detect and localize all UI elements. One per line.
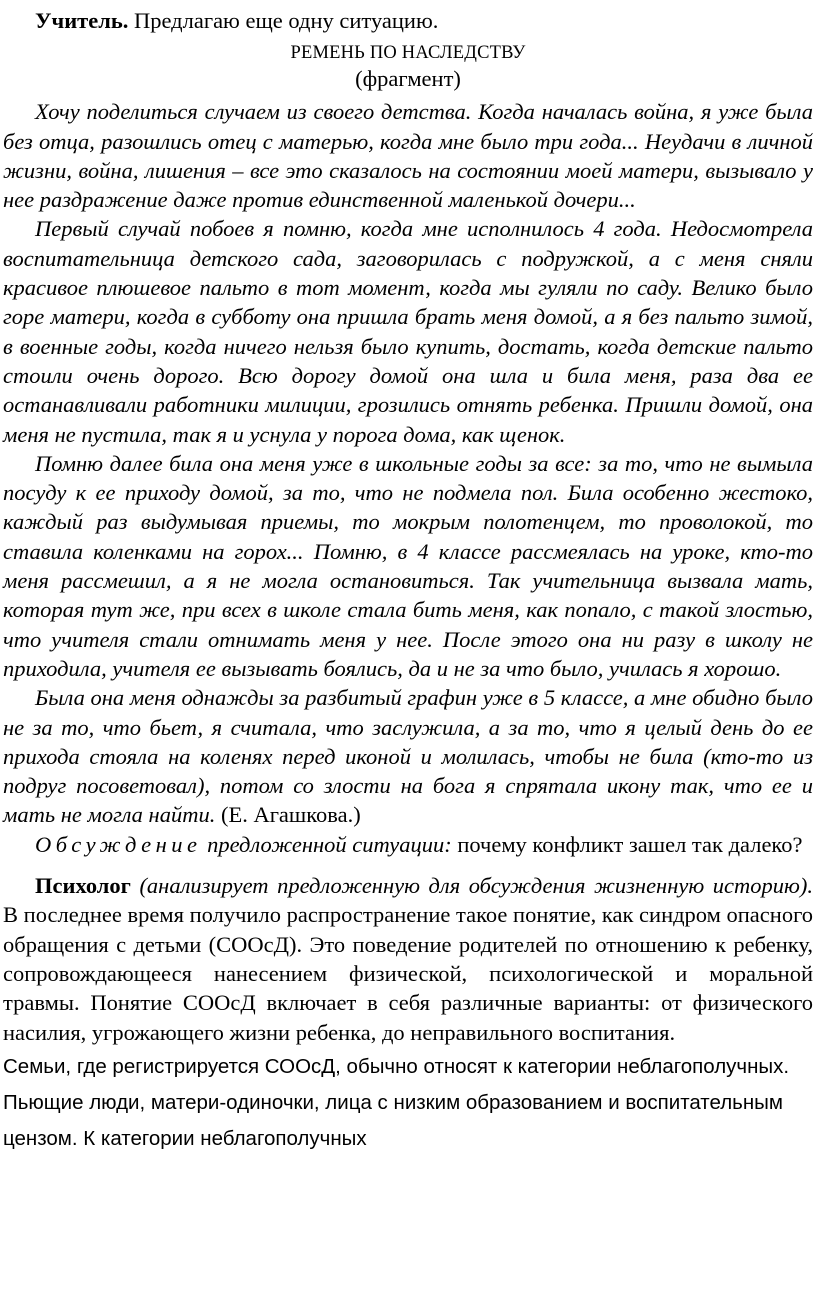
story-body — [3, 97, 813, 829]
intro-text: Предлагаю еще одну ситуацию. — [128, 8, 439, 33]
discussion-label: Обсуждение — [35, 831, 202, 857]
discussion-paragraph — [3, 830, 813, 859]
closing-paragraph: Семьи, где регистрируется СООсД, обычно относят к категории неблагополучных. Пьющие люди, матери-одиночки, лица с низким образованием и воспитательным цензом. К категории неблагополучных — [3, 1054, 790, 1150]
story-last-text: Была она меня однажды за разбитый графин уже в 5 классе, а мне обидно было не за то, что бьет, я считала, что заслужила, а за то, что я целый день до ее прихода стояла на коленях перед иконой и молилась, чтобы не била (кто-то из подруг посоветовал), потом со злости на бога я спрятала икону так, что ее и мать не могла найти. — [3, 685, 813, 828]
story-paragraph: Хочу поделиться случаем из своего детства. Когда началась война, я уже была без отца, разошлись отец с матерью, когда мне было три года... Неудачи в личной жизни, война, лишения – все это сказалось на состоянии моей матери, вызывало у нее раздражение даже против единственной маленькой дочери... — [3, 99, 813, 213]
story-subtitle: (фрагмент) — [355, 66, 461, 92]
intro-line — [3, 6, 813, 35]
story-paragraph: Помню далее била она меня уже в школьные годы за все: за то, что не вымыла посуду к ее приходу домой, за то, что не подмела пол. Била особенно жестоко, каждый раз выдумывая приемы, то мокрым полотенцем, то проволокой, то ставила коленками на горох... Помню, в 4 классе рассмеялась на уроке, кто-то меня рассмешил, а я не могла остановиться. Так учительница вызвала мать, которая тут же, при всех в школе стала бить меня, как попало, с такой злостью, что учителя стали отнимать меня у нее. После этого она ни разу в школу не приходила, учителя ее вызывать боялись, да и не за что было, училась я хорошо. — [3, 450, 813, 681]
teacher-label: Учитель. — [35, 8, 129, 33]
psychologist-label: Психолог — [35, 873, 131, 899]
psychologist-italic: (анализирует предложенную для обсуждения жизненную историю). — [130, 873, 813, 899]
story-author: (Е. Агашкова.) — [215, 802, 361, 828]
story-paragraph: Первый случай побоев я помню, когда мне исполнилось 4 года. Недосмотрела воспитательница детского сада, заговорилась с подружкой, а с меня сняли красивое плюшевое пальто в тот момент, когда мы гуляли по саду. Велико было горе матери, когда в субботу она пришла брать меня домой, а я без пальто зимой, в военные годы, когда ничего нельзя было купить, достать, когда детские пальто стоили очень дорого. Всю дорогу домой она шла и била меня, раза два ее останавливали работники милиции, грозились отнять ребенка. Пришли домой, она меня не пустила, так я и уснула у порога дома, как щенок. — [3, 216, 813, 447]
story-title: РЕМЕНЬ ПО НАСЛЕДСТВУ — [290, 43, 526, 64]
psychologist-paragraph — [3, 871, 813, 1047]
story-paragraph-last — [3, 683, 813, 829]
psychologist-text: В последнее время получило распространение такое понятие, как синдром опасного обращения с детьми (СООсД). Это поведение родителей по отношению к ребенку, сопровождающееся нанесением физической, психологической и моральной травмы. Понятие СООсД включает в себя различные варианты: от физического насилия, угрожающего жизни ребенка, до неправильного воспитания. — [3, 902, 813, 1045]
discussion-text: почему конфликт зашел так далеко? — [451, 831, 803, 857]
discussion-italic: предложенной ситуации: — [201, 831, 452, 857]
